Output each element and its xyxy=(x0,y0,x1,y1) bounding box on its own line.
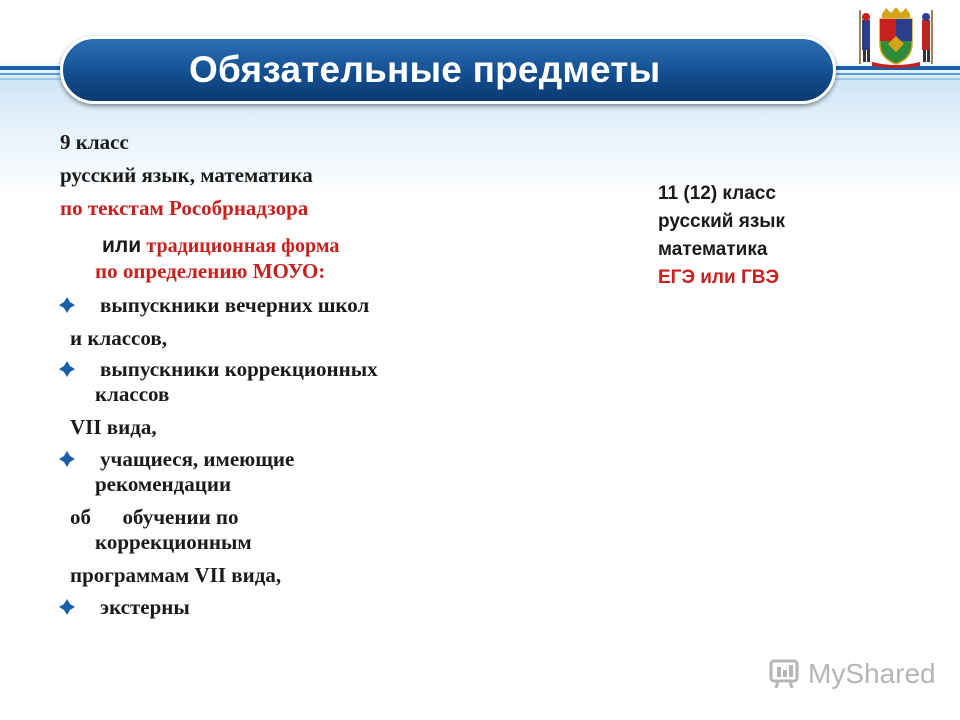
bullet-evening-schools: выпускники вечерних школ xyxy=(100,293,370,317)
bullet-external: экстерны xyxy=(100,595,190,619)
myshared-logo-icon xyxy=(768,657,802,691)
bullet-students-cont4: программам VII вида, xyxy=(70,563,282,587)
diamond-bullet-icon xyxy=(58,360,76,378)
title-bar xyxy=(60,36,836,104)
bullet-correctional-cont2: VII вида, xyxy=(70,415,157,439)
mouo-line: по определению МОУО: xyxy=(95,259,326,283)
right-column xyxy=(658,180,938,292)
exam-format: ЕГЭ или ГВЭ xyxy=(658,267,779,288)
coat-of-arms-icon xyxy=(858,6,934,68)
grade-11-label: 11 (12) класс xyxy=(658,183,776,204)
bullet-students: учащиеся, имеющие xyxy=(100,447,295,471)
bullet-students-cont3: коррекционным xyxy=(95,530,252,554)
bullet-correctional: выпускники коррекционных xyxy=(100,357,378,381)
or-word: или xyxy=(102,234,142,257)
bullet-correctional-cont1: классов xyxy=(95,382,170,406)
subject-math: математика xyxy=(658,239,768,260)
traditional-form-text: традиционная форма xyxy=(146,235,340,257)
grade-9-label: 9 класс xyxy=(60,130,129,154)
bullet-students-cont1: рекомендации xyxy=(95,472,232,496)
watermark xyxy=(768,654,936,694)
watermark-text: MyShared xyxy=(808,658,936,689)
slide-title: Обязательные предметы xyxy=(189,49,661,90)
bullet-evening-schools-cont: и классов, xyxy=(70,326,167,350)
rosobrnadzor-line: по текстам Рособрнадзора xyxy=(60,196,309,220)
subjects-line: русский язык, математика xyxy=(60,163,313,187)
bullet-students-cont2: об обучении по xyxy=(70,505,239,529)
subject-russian: русский язык xyxy=(658,211,785,232)
diamond-bullet-icon xyxy=(58,598,76,616)
diamond-bullet-icon xyxy=(58,450,76,468)
diamond-bullet-icon xyxy=(58,296,76,314)
alternative-line xyxy=(102,235,339,256)
